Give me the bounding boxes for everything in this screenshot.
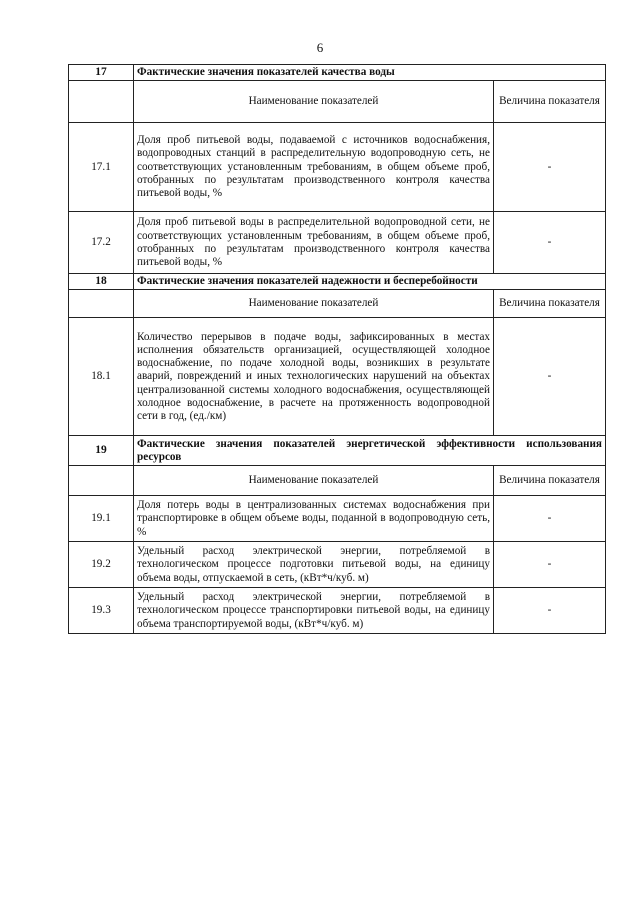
row-text: Удельный расход электрической энергии, потребляемой в технологическом процессе подготовки питьевой воды, на единицу объема воды, отпускаемой в сеть, (кВт*ч/куб. м)	[134, 542, 494, 588]
header-name: Наименование показателей	[134, 466, 494, 496]
section-title: Фактические значения показателей качества воды	[134, 65, 606, 81]
indicators-table	[68, 64, 606, 634]
section-header-row	[69, 274, 606, 290]
section-title: Фактические значения показателей энергетической эффективности использования ресурсов	[134, 436, 606, 466]
section-header-row	[69, 65, 606, 81]
header-value: Величина показателя	[494, 466, 606, 496]
table-row	[69, 123, 606, 212]
empty-cell	[69, 81, 134, 123]
section-number: 18	[69, 274, 134, 290]
row-number: 18.1	[69, 318, 134, 436]
row-value: -	[494, 588, 606, 634]
row-number: 17.1	[69, 123, 134, 212]
row-number: 19.1	[69, 496, 134, 542]
row-value: -	[494, 123, 606, 212]
table-row	[69, 496, 606, 542]
column-header-row	[69, 290, 606, 318]
row-number: 19.2	[69, 542, 134, 588]
row-text: Количество перерывов в подаче воды, зафиксированных в местах исполнения обязательств организацией, осуществляющей холодное водоснабжение, по подаче холодной воды, возникших в результате аварий, повреждений и иных технологических нарушений на объектах централизованной системы холодного водоснабжения, осуществляющей холодное водоснабжение, в расчете на протяженность водопроводной сети в год, (ед./км)	[134, 318, 494, 436]
header-name: Наименование показателей	[134, 81, 494, 123]
table-row	[69, 588, 606, 634]
section-number: 19	[69, 436, 134, 466]
section-number: 17	[69, 65, 134, 81]
column-header-row	[69, 466, 606, 496]
row-value: -	[494, 318, 606, 436]
page-number: 6	[316, 40, 324, 55]
row-value: -	[494, 496, 606, 542]
table-row	[69, 542, 606, 588]
row-number: 19.3	[69, 588, 134, 634]
section-header-row	[69, 436, 606, 466]
row-number: 17.2	[69, 212, 134, 274]
header-value: Величина показателя	[494, 81, 606, 123]
table-row	[69, 318, 606, 436]
row-text: Доля проб питьевой воды в распределительной водопроводной сети, не соответствующих установленным требованиям, в общем объеме проб, отобранных по результатам производственного контроля качества питьевой воды, %	[134, 212, 494, 274]
header-name: Наименование показателей	[134, 290, 494, 318]
section-title: Фактические значения показателей надежности и бесперебойности	[134, 274, 606, 290]
row-text: Доля проб питьевой воды, подаваемой с источников водоснабжения, водопроводных станций в распределительную водопроводную сеть, не соответствующих установленным требованиям, в общем объеме проб, отобранных по результатам производственного контроля качества питьевой воды, %	[134, 123, 494, 212]
row-text: Удельный расход электрической энергии, потребляемой в технологическом процессе транспортировки питьевой воды, на единицу объема транспортируемой воды, (кВт*ч/куб. м)	[134, 588, 494, 634]
empty-cell	[69, 466, 134, 496]
header-value: Величина показателя	[494, 290, 606, 318]
column-header-row	[69, 81, 606, 123]
row-text: Доля потерь воды в централизованных системах водоснабжения при транспортировке в общем объеме воды, поданной в водопроводную сеть, %	[134, 496, 494, 542]
row-value: -	[494, 542, 606, 588]
empty-cell	[69, 290, 134, 318]
row-value: -	[494, 212, 606, 274]
table-row	[69, 212, 606, 274]
